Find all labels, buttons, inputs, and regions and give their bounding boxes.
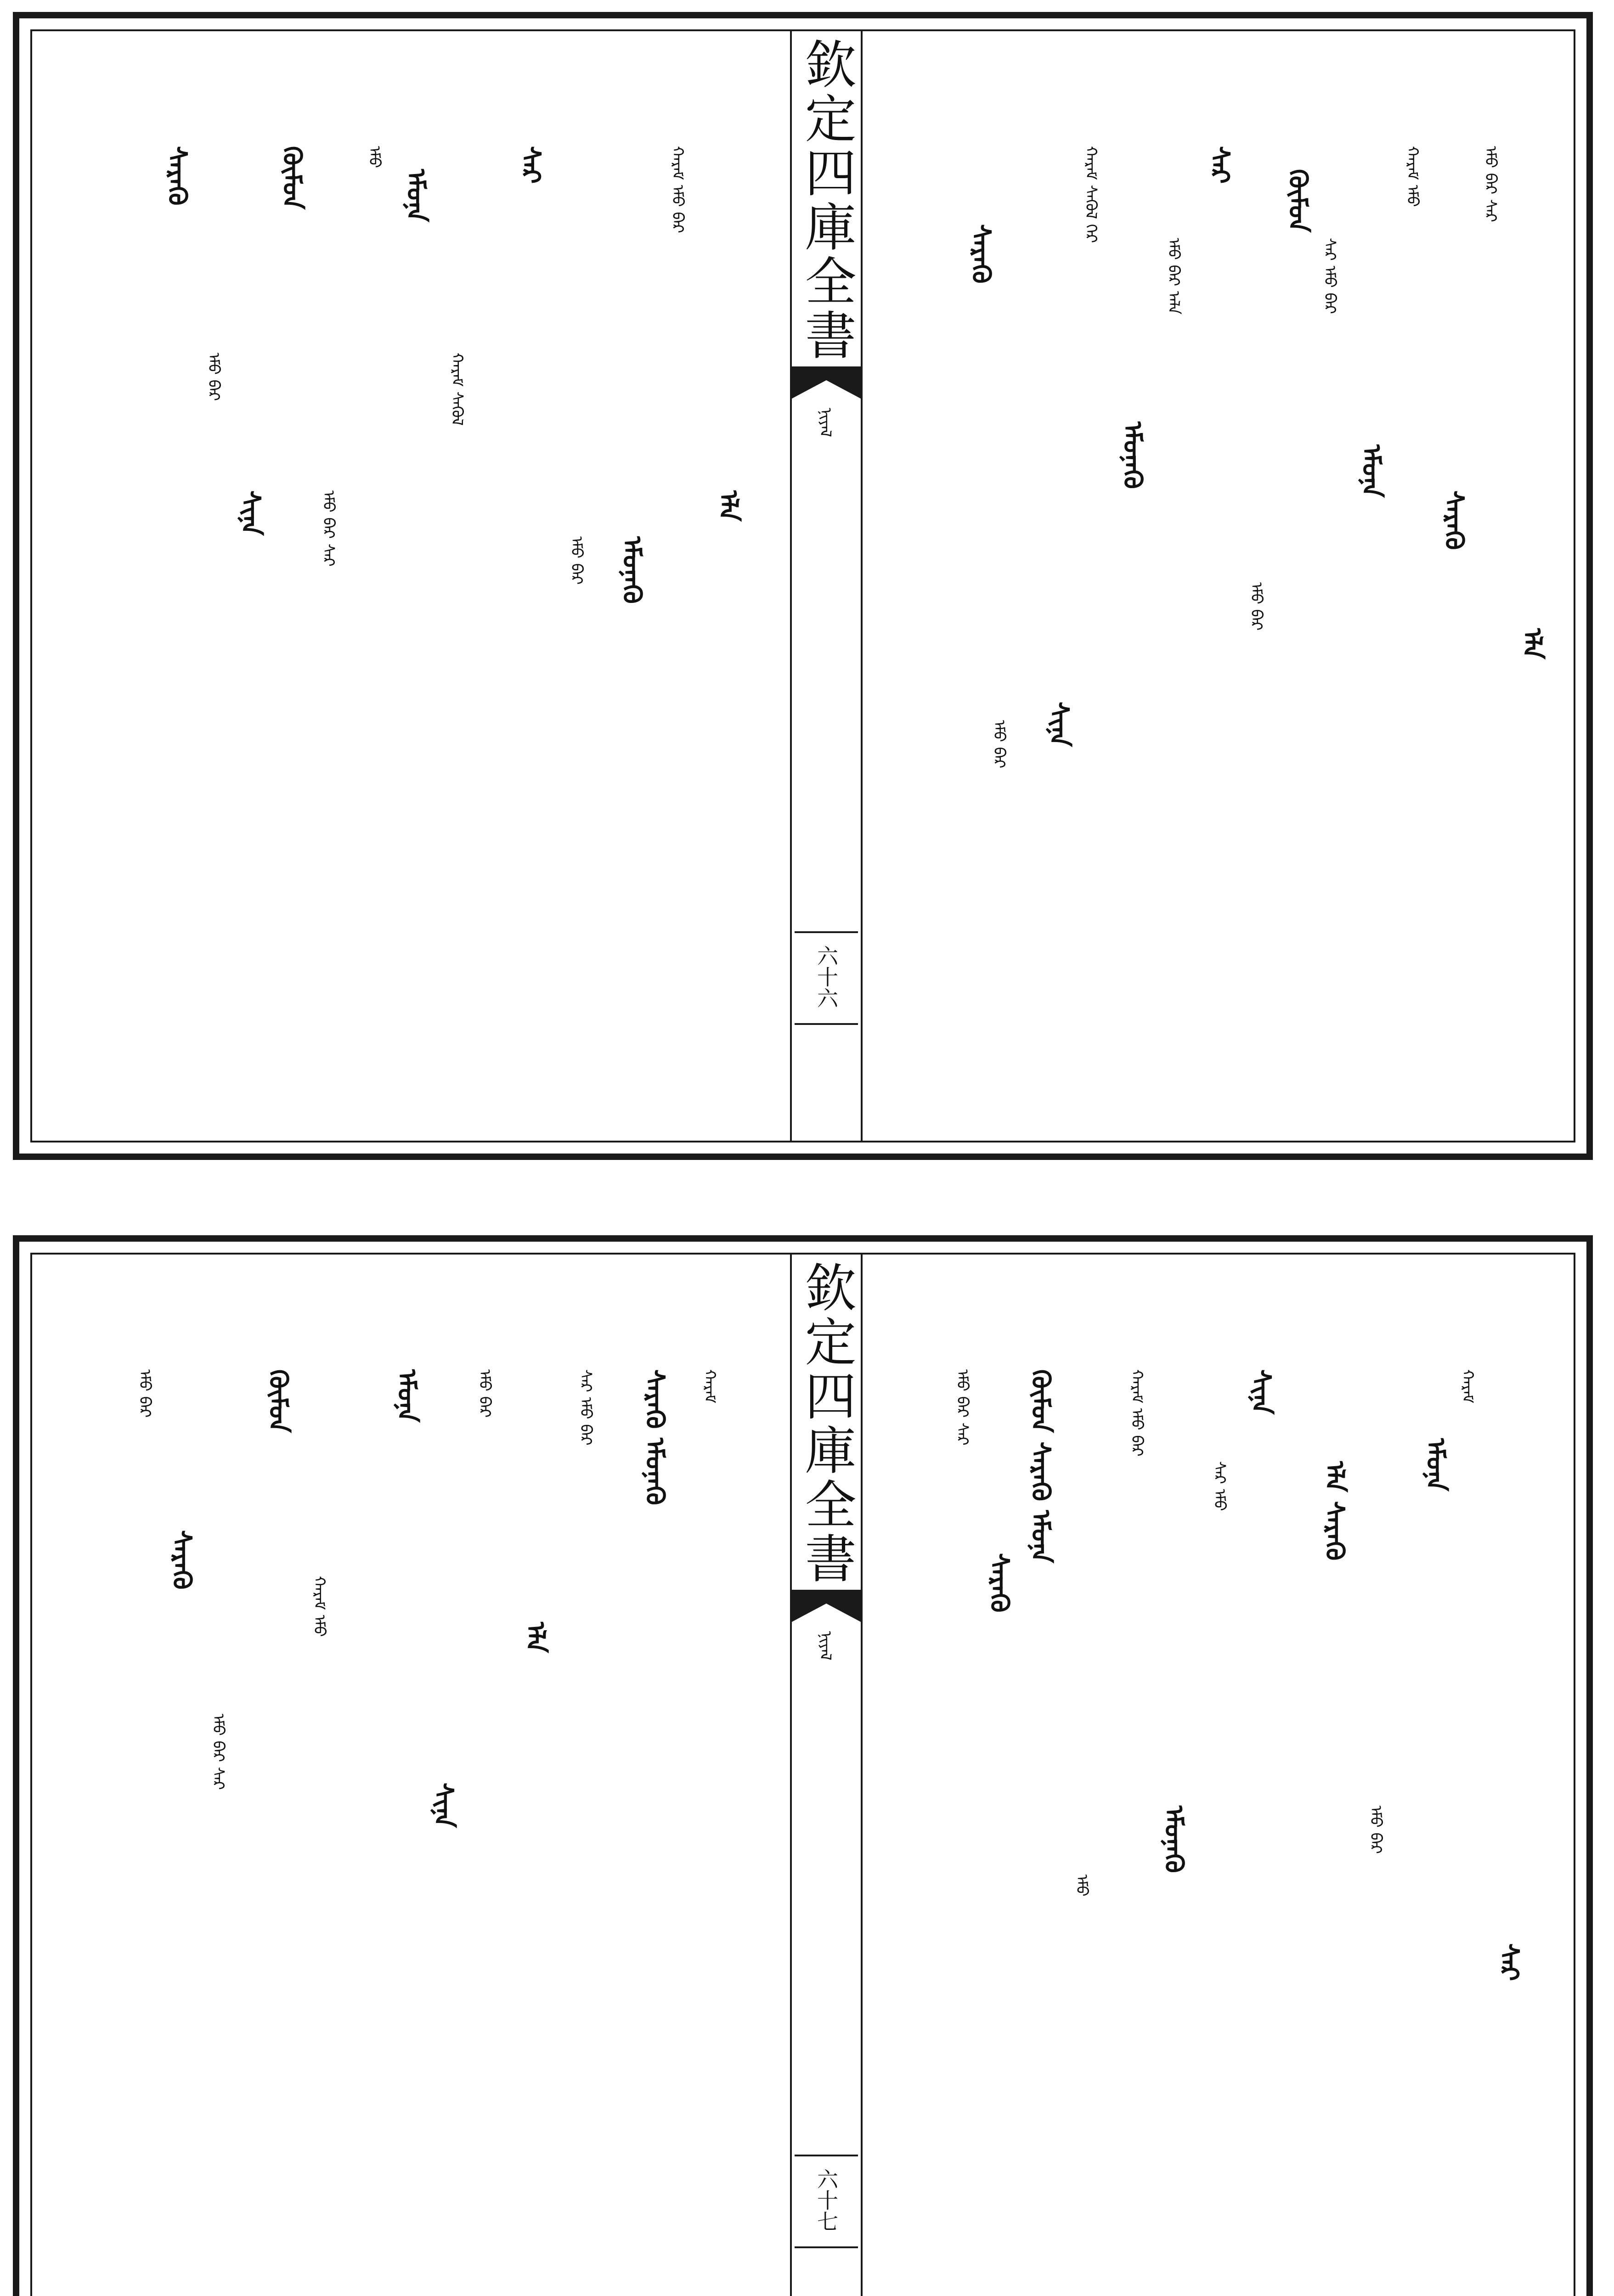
text-column: ᠡᠮᠦ ᠪᠡᠷ xyxy=(567,536,586,585)
headword-column: ᠬᠦᠮᠦᠨ xyxy=(263,1369,293,1433)
headword-column: ᠡᠯᠡ ᠰᠡᠷᠡᠬᠦ xyxy=(1320,1461,1349,1561)
text-column: ᠡᠮᠦ ᠪᠡᠷ ᠰᠡᠷ xyxy=(1481,146,1500,222)
headword-column: ᠡᠮᠦᠨᠡ xyxy=(1421,1438,1450,1491)
text-column: ᠰᠡᠷ ᠡᠮᠦ xyxy=(1210,1461,1229,1511)
headword-column: ᠡᠮᠦᠨᠡᠬᠦ xyxy=(1117,422,1147,489)
headword-column: ᠬᠦᠮᠦᠨ ᠰᠡᠷᠡᠬᠦ ᠡᠮᠦᠨᠡ xyxy=(1026,1369,1055,1563)
text-column: ᠡᠮᠦ ᠪᠡᠷ xyxy=(990,720,1008,769)
fishtail-label: ᠨᠢᠶᠠᠯ xyxy=(816,408,835,437)
headword-column: ᠡᠯᠡ xyxy=(520,1622,550,1653)
headword-column: ᠰᠡᠷ xyxy=(1494,1943,1524,1981)
headword-column: ᠰᠢᠨᠡ xyxy=(1246,1369,1276,1415)
headword-column: ᠰᠢᠨᠡ xyxy=(429,1783,458,1828)
text-column: ᠬᠠᠷᠠᠮ xyxy=(700,1369,719,1403)
headword-column: ᠰᠡᠷᠡᠬᠦ xyxy=(1439,490,1469,550)
text-column: ᠰᠡᠷ ᠡᠮᠦ ᠪᠡᠷ xyxy=(1321,238,1339,314)
headword-column: ᠰᠡᠷᠡᠬᠦ xyxy=(167,1530,197,1590)
text-column: ᠬᠠᠷᠠᠮ ᠰᠡᠭᠦᠯ ᠭᠡᠷ xyxy=(1082,146,1100,243)
text-column: ᠡᠮᠦ ᠪᠡᠷ ᠰᠡᠷ xyxy=(209,1714,227,1790)
spine-page-number: 六十六 xyxy=(814,945,839,1008)
text-column: ᠬᠠᠷᠠᠮ ᠡᠮᠦ xyxy=(310,1576,328,1637)
text-column: ᠬᠠᠷᠠᠮ ᠡᠮᠦ ᠪᠡᠷ xyxy=(1128,1369,1146,1457)
headword-column: ᠰᠡᠷᠡᠬᠦ ᠡᠮᠦᠨᠡᠬᠦ xyxy=(640,1369,670,1505)
top-spine xyxy=(790,31,863,1141)
headword-column: ᠡᠯᠡ xyxy=(1517,628,1547,659)
bottom-leaf xyxy=(13,1235,1593,2296)
text-column: ᠬᠠᠷᠠᠮ xyxy=(1458,1369,1477,1403)
headword-column: ᠡᠮᠦᠨᠡᠬᠦ xyxy=(1159,1806,1189,1873)
headword-column: ᠰᠡᠷᠡᠬᠦ xyxy=(162,146,192,206)
text-column: ᠬᠠᠷᠠᠮ ᠡᠮᠦ xyxy=(1403,146,1422,207)
text-column: ᠬᠠᠷᠠᠮ ᠡᠮᠦ ᠪᠡᠷ xyxy=(668,146,687,233)
text-column: ᠡᠮᠦ ᠪᠡᠷ ᠰᠡᠷ xyxy=(953,1369,971,1446)
spine-rule xyxy=(795,1023,858,1025)
fishtail-ornament-icon xyxy=(792,366,861,399)
headword-column: ᠰᠢᠨᠡ xyxy=(236,490,265,536)
spine-title: 欽定四庫全書 xyxy=(796,38,856,363)
headword-column: ᠰᠡᠷ xyxy=(516,146,546,184)
fishtail-ornament-icon xyxy=(792,1590,861,1622)
bottom-leaf-frame xyxy=(30,1253,1575,2296)
headword-column: ᠡᠮᠦᠨᠡ xyxy=(1356,445,1386,498)
headword-column: ᠡᠮᠦᠨᠡ xyxy=(392,1369,422,1423)
text-column: ᠡᠮᠦ ᠪᠡᠷ ᠰᠡᠷ xyxy=(319,490,338,567)
text-column: ᠬᠠᠷᠠᠮ ᠰᠡᠭᠦᠯ xyxy=(448,353,466,426)
text-column: ᠡᠮᠦ ᠪᠡᠷ xyxy=(1366,1806,1385,1854)
text-column: ᠡᠮᠦ ᠪᠡᠷ xyxy=(204,353,223,401)
headword-column: ᠰᠢᠨᠡ xyxy=(1044,702,1074,747)
text-column: ᠡᠮᠦ ᠪᠡᠷ ᠠᠯᠠ xyxy=(1164,238,1183,315)
text-column: ᠡᠮᠦ xyxy=(1072,1874,1091,1896)
spine-rule xyxy=(795,2155,858,2156)
text-column: ᠡᠮᠦ ᠪᠡᠷ xyxy=(475,1369,494,1418)
top-leaf xyxy=(13,12,1593,1160)
bottom-spine xyxy=(790,1255,863,2296)
fishtail-label: ᠨᠢᠶᠠᠯ xyxy=(816,1631,835,1660)
headword-column: ᠰᠡᠷᠡᠬᠦ xyxy=(966,224,996,284)
headword-column: ᠰᠡᠷᠡᠬᠦ xyxy=(984,1553,1014,1613)
spine-rule xyxy=(795,2246,858,2248)
spine-title: 欽定四庫全書 xyxy=(796,1261,856,1586)
headword-column: ᠡᠮᠦᠨᠡ xyxy=(401,169,431,222)
headword-column: ᠬᠦᠮᠦᠨ xyxy=(277,146,307,209)
headword-column: ᠡᠮᠦᠨᠡᠬᠦ xyxy=(617,536,647,604)
headword-column: ᠬᠦᠮᠦᠨ xyxy=(1283,169,1313,232)
headword-column: ᠡᠯᠡ xyxy=(713,490,743,522)
text-column: ᠡᠮᠦ ᠪᠡᠷ xyxy=(135,1369,154,1418)
text-column: ᠡᠮᠦ ᠪᠡᠷ xyxy=(1247,582,1265,631)
headword-column: ᠰᠡᠷ xyxy=(1205,146,1235,184)
top-leaf-frame xyxy=(30,29,1575,1142)
text-column: ᠰᠡᠷ ᠡᠮᠦ ᠪᠡᠷ xyxy=(576,1369,595,1446)
text-column: ᠡᠮᠦ xyxy=(365,146,384,168)
spine-rule xyxy=(795,931,858,933)
spine-page-number: 六十七 xyxy=(814,2168,839,2232)
